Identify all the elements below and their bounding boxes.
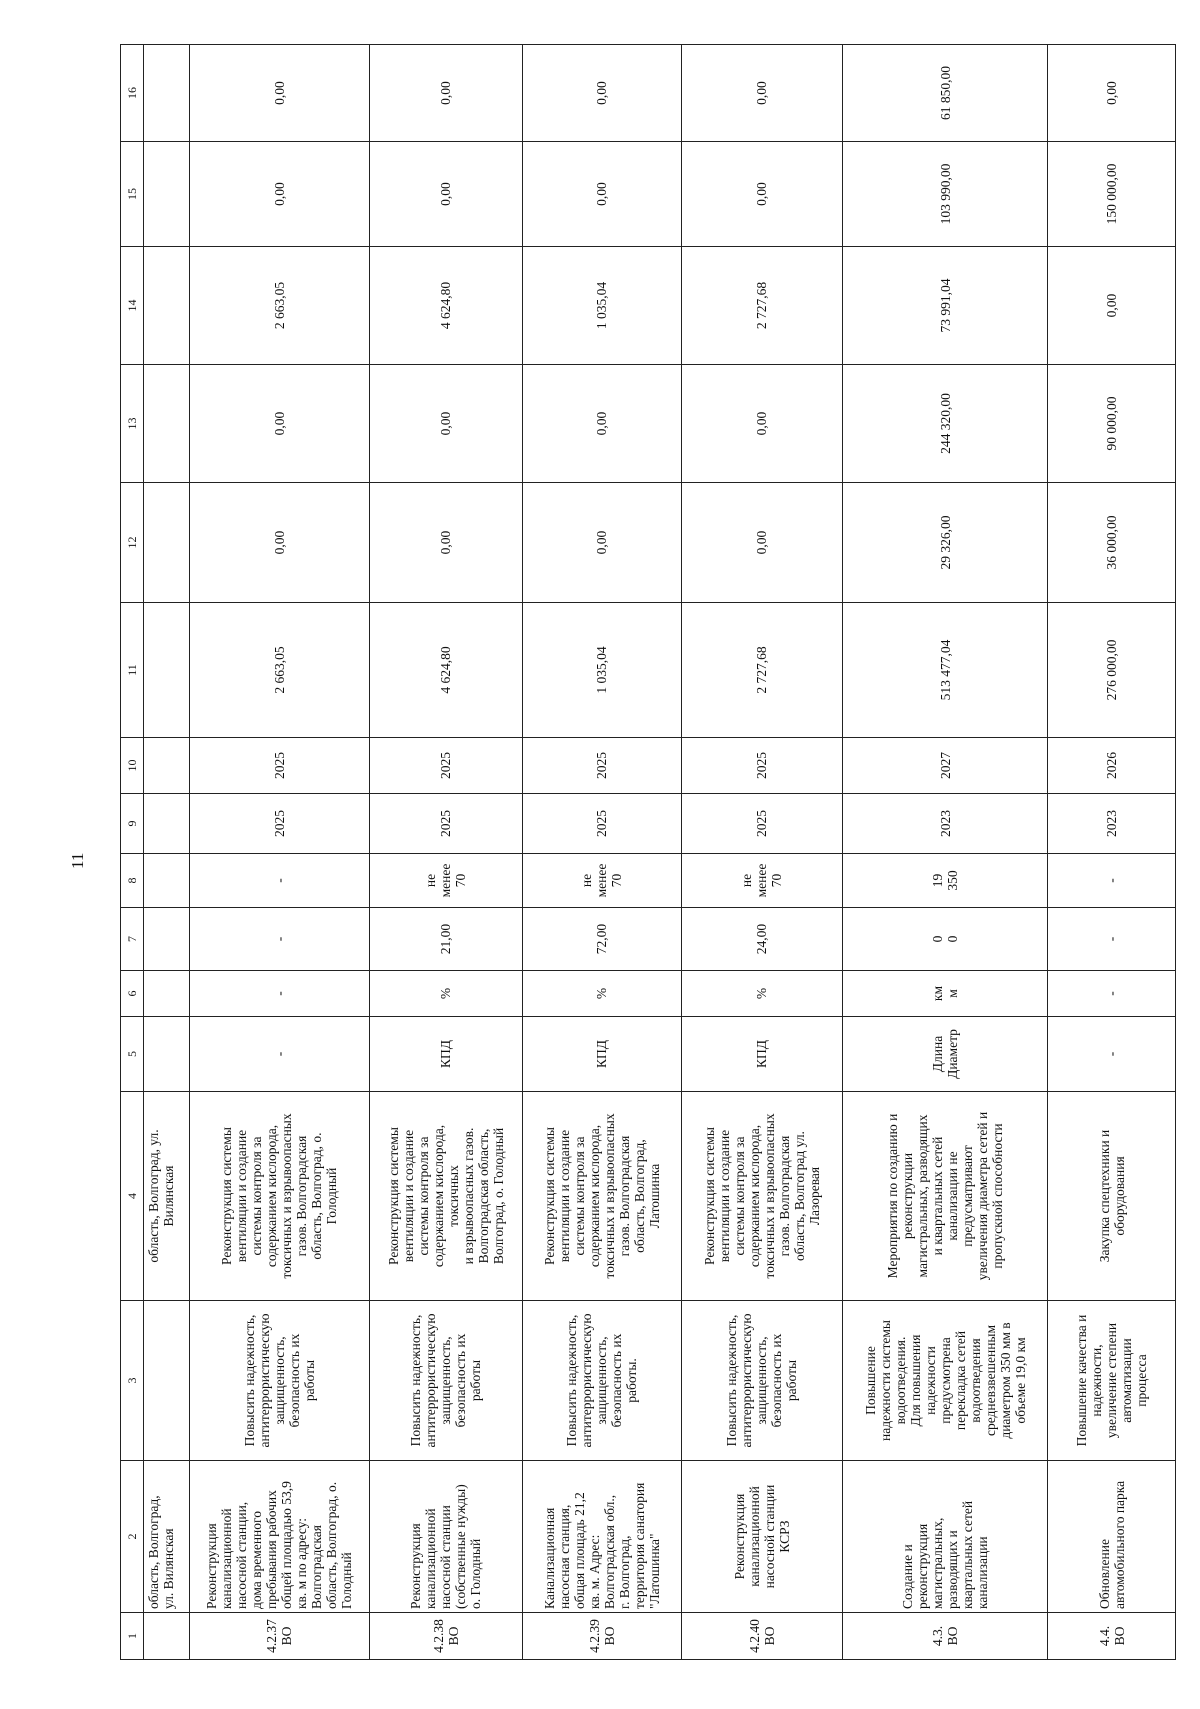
- table-cell: [144, 142, 190, 247]
- value-after-cell: не менее 70: [369, 854, 522, 908]
- goal-cell: Повысить надежность, антитеррористическую защищенность, безопасность их работы: [681, 1301, 842, 1461]
- column-number: 4: [121, 1092, 144, 1301]
- unit-cell: -: [189, 971, 369, 1017]
- continuation-row: [144, 45, 190, 1660]
- object-name-cell: Реконструкция канализационной насосной станции (собственные нужды) о. Голодный: [369, 1461, 522, 1613]
- value-before-cell: -: [1048, 908, 1176, 971]
- year-cost-cell: 0,00: [681, 365, 842, 483]
- year-cost-cell: 244 320,00: [842, 365, 1047, 483]
- value-after-cell: не менее 70: [522, 854, 681, 908]
- table-cell: [144, 603, 190, 738]
- year-cost-cell: 0,00: [1048, 45, 1176, 142]
- value-before-cell: 24,00: [681, 908, 842, 971]
- column-number: 11: [121, 603, 144, 738]
- unit-cell: -: [1048, 971, 1176, 1017]
- total-cost-cell: 4 624,80: [369, 603, 522, 738]
- indicator-cell: Длина Диаметр: [842, 1017, 1047, 1092]
- column-number: 15: [121, 142, 144, 247]
- year-cost-cell: 2 663,05: [189, 247, 369, 365]
- table-cell: [144, 247, 190, 365]
- goal-cell: Повысить надежность, антитеррористическую защищенность, безопасность их работы: [369, 1301, 522, 1461]
- end-year-cell: 2027: [842, 738, 1047, 794]
- value-after-cell: 19 350: [842, 854, 1047, 908]
- measure-description-cell: Мероприятия по созданию и реконструкции магистральных, разводящих и квартальных сетей канализации не предусматривают увеличения диаметра сетей и пропускной способности: [842, 1092, 1047, 1301]
- value-after-cell: не менее 70: [681, 854, 842, 908]
- indicator-cell: КПД: [681, 1017, 842, 1092]
- table-cell: [144, 45, 190, 142]
- indicator-cell: КПД: [369, 1017, 522, 1092]
- object-name-cell: область, Волгоград, ул. Вилянская: [144, 1461, 190, 1613]
- measure-description-cell: Реконструкция системы вентиляции и создание системы контроля за содержанием кислорода, токсичных и взрывоопасных газов. Волгоградская область, Волгоград, Латошинка: [522, 1092, 681, 1301]
- start-year-cell: 2025: [369, 794, 522, 854]
- measure-description-cell: Реконструкция системы вентиляции и создание системы контроля за содержанием кислорода, токсичных и взрывоопасных газов. Волгоградская область, Волгоград, о. Голодный: [189, 1092, 369, 1301]
- year-cost-cell: 0,00: [522, 483, 681, 603]
- table-row: [369, 45, 522, 1660]
- unit-cell: %: [522, 971, 681, 1017]
- indicator-cell: КПД: [522, 1017, 681, 1092]
- end-year-cell: 2025: [522, 738, 681, 794]
- year-cost-cell: 0,00: [681, 142, 842, 247]
- year-cost-cell: 0,00: [522, 365, 681, 483]
- table-row: [842, 45, 1047, 1660]
- year-cost-cell: 0,00: [369, 45, 522, 142]
- indicator-cell: -: [189, 1017, 369, 1092]
- year-cost-cell: 0,00: [522, 45, 681, 142]
- column-number: 6: [121, 971, 144, 1017]
- measure-description-cell: Реконструкция системы вентиляции и создание системы контроля за содержанием кислорода, токсичных и взрывоопасных газов. Волгоградская область, Волгоград ул. Лазоревая: [681, 1092, 842, 1301]
- year-cost-cell: 29 326,00: [842, 483, 1047, 603]
- end-year-cell: 2025: [189, 738, 369, 794]
- start-year-cell: 2025: [522, 794, 681, 854]
- table-row: [1048, 45, 1176, 1660]
- table-cell: [144, 854, 190, 908]
- year-cost-cell: 73 991,04: [842, 247, 1047, 365]
- column-number: 2: [121, 1461, 144, 1613]
- column-number: 7: [121, 908, 144, 971]
- start-year-cell: 2025: [681, 794, 842, 854]
- year-cost-cell: 0,00: [369, 142, 522, 247]
- table-cell: [144, 1301, 190, 1461]
- year-cost-cell: 1 035,04: [522, 247, 681, 365]
- column-number: 9: [121, 794, 144, 854]
- year-cost-cell: 2 727,68: [681, 247, 842, 365]
- value-before-cell: 0 0: [842, 908, 1047, 971]
- object-name-cell: Канализационная насосная станция, общая площадь 21,2 кв. м. Адрес: Волгоградская обл., г. Волгоград, территория санатория "Латошинка": [522, 1461, 681, 1613]
- indicator-cell: -: [1048, 1017, 1176, 1092]
- year-cost-cell: 103 990,00: [842, 142, 1047, 247]
- year-cost-cell: 0,00: [189, 142, 369, 247]
- measure-description-cell: Реконструкция системы вентиляции и создание системы контроля за содержанием кислорода, токсичных и взрывоопасных газов. Волгоградская область, Волгоград, о. Голодный: [369, 1092, 522, 1301]
- year-cost-cell: 0,00: [681, 483, 842, 603]
- column-number: 12: [121, 483, 144, 603]
- year-cost-cell: 0,00: [1048, 247, 1176, 365]
- year-cost-cell: 4 624,80: [369, 247, 522, 365]
- table-cell: [144, 483, 190, 603]
- item-number-cell: 4.2.38 ВО: [369, 1613, 522, 1660]
- column-number: 16: [121, 45, 144, 142]
- column-number: 14: [121, 247, 144, 365]
- goal-cell: Повысить надежность, антитеррористическую защищенность, безопасность их работы.: [522, 1301, 681, 1461]
- start-year-cell: 2023: [842, 794, 1047, 854]
- table-cell: [144, 908, 190, 971]
- total-cost-cell: 1 035,04: [522, 603, 681, 738]
- start-year-cell: 2023: [1048, 794, 1176, 854]
- goal-cell: Повысить надежность, антитеррористическую защищенность, безопасность их работы: [189, 1301, 369, 1461]
- table-cell: [144, 971, 190, 1017]
- page-number: 11: [68, 852, 87, 869]
- total-cost-cell: 2 663,05: [189, 603, 369, 738]
- total-cost-cell: 276 000,00: [1048, 603, 1176, 738]
- column-number: 3: [121, 1301, 144, 1461]
- table-cell: [144, 1613, 190, 1660]
- year-cost-cell: 61 850,00: [842, 45, 1047, 142]
- year-cost-cell: 0,00: [369, 365, 522, 483]
- column-number: 10: [121, 738, 144, 794]
- year-cost-cell: 0,00: [189, 483, 369, 603]
- table-row: [189, 45, 369, 1660]
- year-cost-cell: 0,00: [189, 365, 369, 483]
- value-before-cell: -: [189, 908, 369, 971]
- table-row: [681, 45, 842, 1660]
- total-cost-cell: 2 727,68: [681, 603, 842, 738]
- unit-cell: %: [681, 971, 842, 1017]
- item-number-cell: 4.3. ВО: [842, 1613, 1047, 1660]
- end-year-cell: 2026: [1048, 738, 1176, 794]
- item-number-cell: 4.2.37 ВО: [189, 1613, 369, 1660]
- total-cost-cell: 513 477,04: [842, 603, 1047, 738]
- year-cost-cell: 0,00: [189, 45, 369, 142]
- year-cost-cell: 36 000,00: [1048, 483, 1176, 603]
- measure-description-cell: Закупка спецтехники и оборудования: [1048, 1092, 1176, 1301]
- year-cost-cell: 0,00: [681, 45, 842, 142]
- table-cell: [144, 365, 190, 483]
- value-after-cell: -: [1048, 854, 1176, 908]
- table-cell: [144, 738, 190, 794]
- item-number-cell: 4.2.40 ВО: [681, 1613, 842, 1660]
- start-year-cell: 2025: [189, 794, 369, 854]
- value-before-cell: 21,00: [369, 908, 522, 971]
- table-row: [522, 45, 681, 1660]
- investment-program-table: [120, 44, 1176, 1660]
- object-name-cell: Создание и реконструкция магистральных, разводящих и квартальных сетей канализации: [842, 1461, 1047, 1613]
- item-number-cell: 4.2.39 ВО: [522, 1613, 681, 1660]
- end-year-cell: 2025: [369, 738, 522, 794]
- object-name-cell: Реконструкция канализационной насосной станции КСРЗ: [681, 1461, 842, 1613]
- unit-cell: км м: [842, 971, 1047, 1017]
- end-year-cell: 2025: [681, 738, 842, 794]
- goal-cell: Повышение надежности системы водоотведения. Для повышения надежности предусмотрена перекладка сетей водоотведения средневзвешенным диаметром 350 мм в объеме 19,0 км: [842, 1301, 1047, 1461]
- year-cost-cell: 90 000,00: [1048, 365, 1176, 483]
- column-number: 13: [121, 365, 144, 483]
- year-cost-cell: 0,00: [522, 142, 681, 247]
- column-number: 5: [121, 1017, 144, 1092]
- goal-cell: Повышение качества и надежности, увеличение степени автоматизации процесса: [1048, 1301, 1176, 1461]
- table-cell: [144, 1017, 190, 1092]
- column-number: 1: [121, 1613, 144, 1660]
- year-cost-cell: 150 000,00: [1048, 142, 1176, 247]
- table-cell: [144, 794, 190, 854]
- value-before-cell: 72,00: [522, 908, 681, 971]
- year-cost-cell: 0,00: [369, 483, 522, 603]
- column-number-row: [121, 45, 144, 1660]
- object-name-cell: Обновление автомобильного парка: [1048, 1461, 1176, 1613]
- item-number-cell: 4.4. ВО: [1048, 1613, 1176, 1660]
- column-number: 8: [121, 854, 144, 908]
- measure-description-cell: область, Волгоград, ул. Вилянская: [144, 1092, 190, 1301]
- unit-cell: %: [369, 971, 522, 1017]
- object-name-cell: Реконструкция канализационной насосной станции, дома временного пребывания рабочих общей площадью 53,9 кв. м по адресу: Волгоградская область, Волгоград, о. Голодный: [189, 1461, 369, 1613]
- value-after-cell: -: [189, 854, 369, 908]
